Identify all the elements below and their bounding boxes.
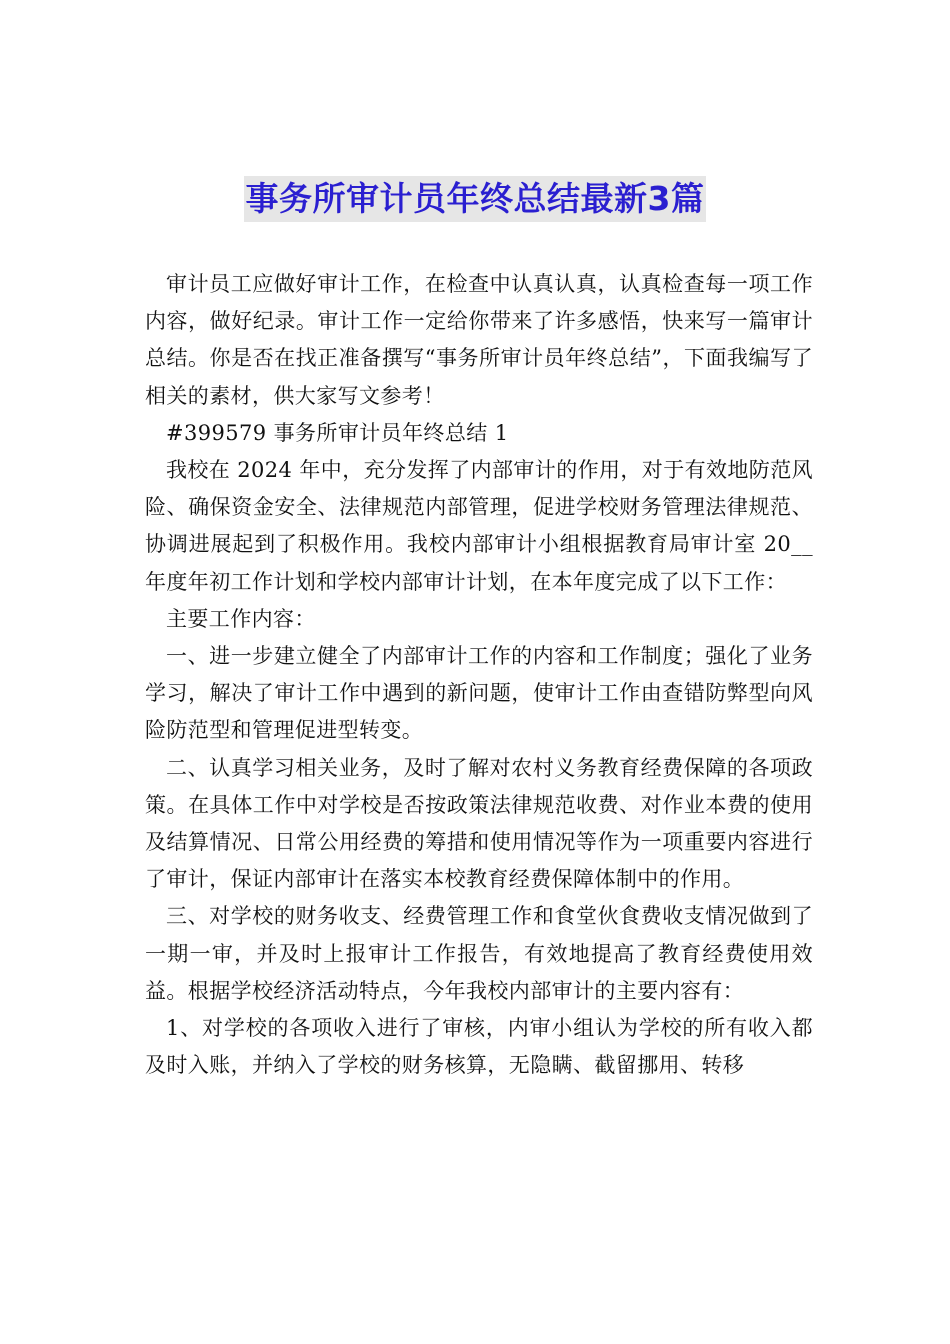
title-container bbox=[0, 176, 950, 222]
sub-item-one-paragraph: 1、对学校的各项收入进行了审核，内审小组认为学校的所有收入都及时入账，并纳入了学校的财务核算，无隐瞒、截留挪用、转移 bbox=[145, 1016, 813, 1078]
item-three-paragraph: 三、对学校的财务收支、经费管理工作和食堂伙食费收支情况做到了一期一审，并及时上报审计工作报告，有效地提高了教育经费使用效益。根据学校经济活动特点，今年我校内部审计的主要内容有： bbox=[145, 904, 813, 1003]
item-two-paragraph: 二、认真学习相关业务，及时了解对农村义务教育经费保障的各项政策。在具体工作中对学校是否按政策法律规范收费、对作业本费的使用及结算情况、日常公用经费的筹措和使用情况等作为一项重要内容进行了审计，保证内部审计在落实本校教育经费保障体制中的作用。 bbox=[145, 755, 813, 892]
section-heading: #399579 事务所审计员年终总结 1 bbox=[166, 420, 509, 445]
item-one-paragraph: 一、进一步建立健全了内部审计工作的内容和工作制度；强化了业务学习，解决了审计工作中遇到的新问题，使审计工作由查错防弊型向风险防范型和管理促进型转变。 bbox=[145, 644, 813, 743]
subheading-main-work: 主要工作内容： bbox=[166, 606, 316, 631]
document-title: 事务所审计员年终总结最新3篇 bbox=[244, 176, 707, 222]
intro-paragraph: 审计员工应做好审计工作，在检查中认真认真，认真检查每一项工作内容，做好纪录。审计工作一定给你带来了许多感悟，快来写一篇审计总结。你是否在找正准备撰写“事务所审计员年终总结”，下面我编写了相关的素材，供大家写文参考！ bbox=[145, 272, 813, 408]
document-body bbox=[145, 266, 813, 1084]
body-paragraph: 我校在 2024 年中，充分发挥了内部审计的作用，对于有效地防范风险、确保资金安全、法律规范内部管理，促进学校财务管理法律规范、协调进展起到了积极作用。我校内部审计小组根据教育局审计室 20__年度年初工作计划和学校内部审计计划，在本年度完成了以下工作： bbox=[145, 458, 813, 594]
